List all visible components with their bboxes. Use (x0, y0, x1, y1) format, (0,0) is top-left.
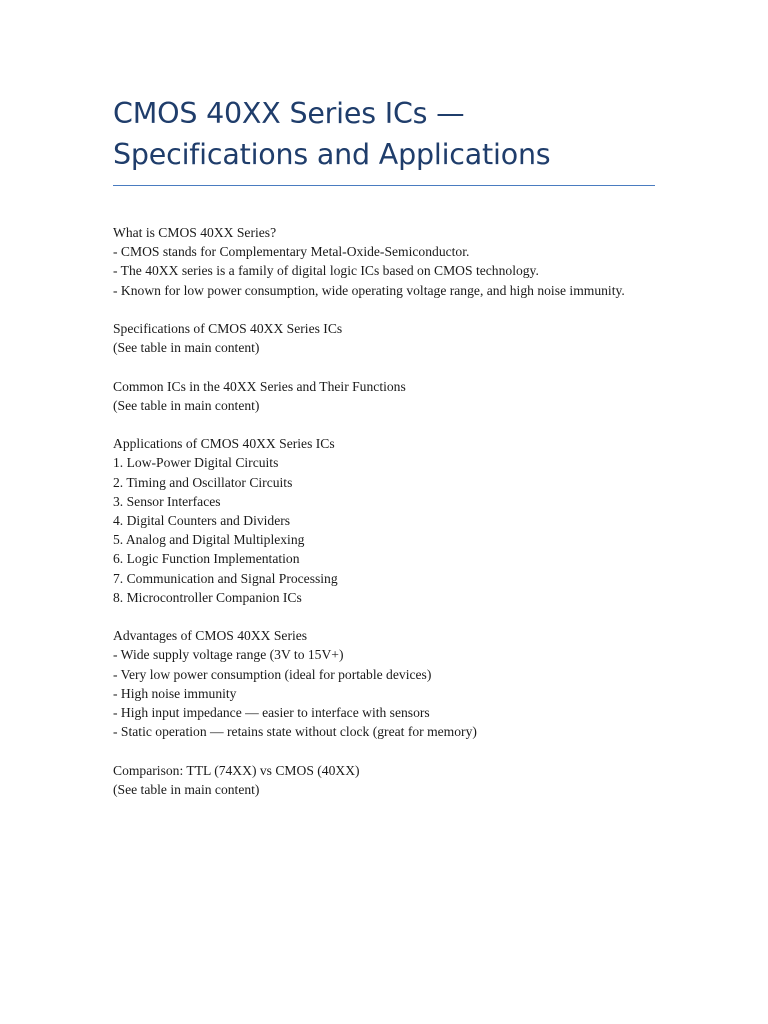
table-reference-note: (See table in main content) (113, 397, 260, 413)
title-underline-divider (113, 185, 655, 186)
section-heading: What is CMOS 40XX Series? (113, 225, 277, 240)
bullet-line: - High noise immunity (113, 685, 237, 701)
section-heading: Common ICs in the 40XX Series and Their Functions (113, 378, 406, 394)
list-item: 7. Communication and Signal Processing (113, 570, 338, 586)
bullet-line: - Very low power consumption (ideal for portable devices) (113, 666, 432, 682)
section-heading: Advantages of CMOS 40XX Series (113, 628, 308, 644)
bullet-line: - Static operation — retains state without clock (great for memory) (113, 724, 477, 740)
section-applications (113, 434, 655, 607)
section-advantages (113, 626, 655, 741)
document-page (113, 0, 655, 818)
list-item: 5. Analog and Digital Multiplexing (113, 532, 305, 548)
list-item: 2. Timing and Oscillator Circuits (113, 474, 293, 490)
section-what-is-cmos (113, 223, 655, 300)
section-comparison (113, 761, 655, 799)
bullet-line: - High input impedance — easier to interface with sensors (113, 705, 430, 721)
bullet-line: - Known for low power consumption, wide operating voltage range, and high noise immunity. (113, 282, 625, 298)
section-heading: Comparison: TTL (74XX) vs CMOS (40XX) (113, 762, 360, 778)
list-item: 1. Low-Power Digital Circuits (113, 455, 279, 471)
bullet-line: - CMOS stands for Complementary Metal-Oxide-Semiconductor. (113, 244, 470, 260)
document-body (113, 223, 655, 799)
bullet-line: - Wide supply voltage range (3V to 15V+) (113, 647, 344, 663)
section-common-ics (113, 377, 655, 415)
list-item: 6. Logic Function Implementation (113, 551, 300, 567)
list-item: 3. Sensor Interfaces (113, 493, 221, 509)
table-reference-note: (See table in main content) (113, 340, 260, 356)
bullet-line: - The 40XX series is a family of digital logic ICs based on CMOS technology. (113, 263, 539, 279)
table-reference-note: (See table in main content) (113, 781, 260, 797)
section-heading: Specifications of CMOS 40XX Series ICs (113, 321, 343, 336)
document-title: CMOS 40XX Series ICs — Specifications and Applications (113, 97, 551, 171)
list-item: 8. Microcontroller Companion ICs (113, 589, 302, 605)
section-heading: Applications of CMOS 40XX Series ICs (113, 436, 335, 452)
section-specifications (113, 319, 655, 357)
list-item: 4. Digital Counters and Dividers (113, 513, 291, 528)
